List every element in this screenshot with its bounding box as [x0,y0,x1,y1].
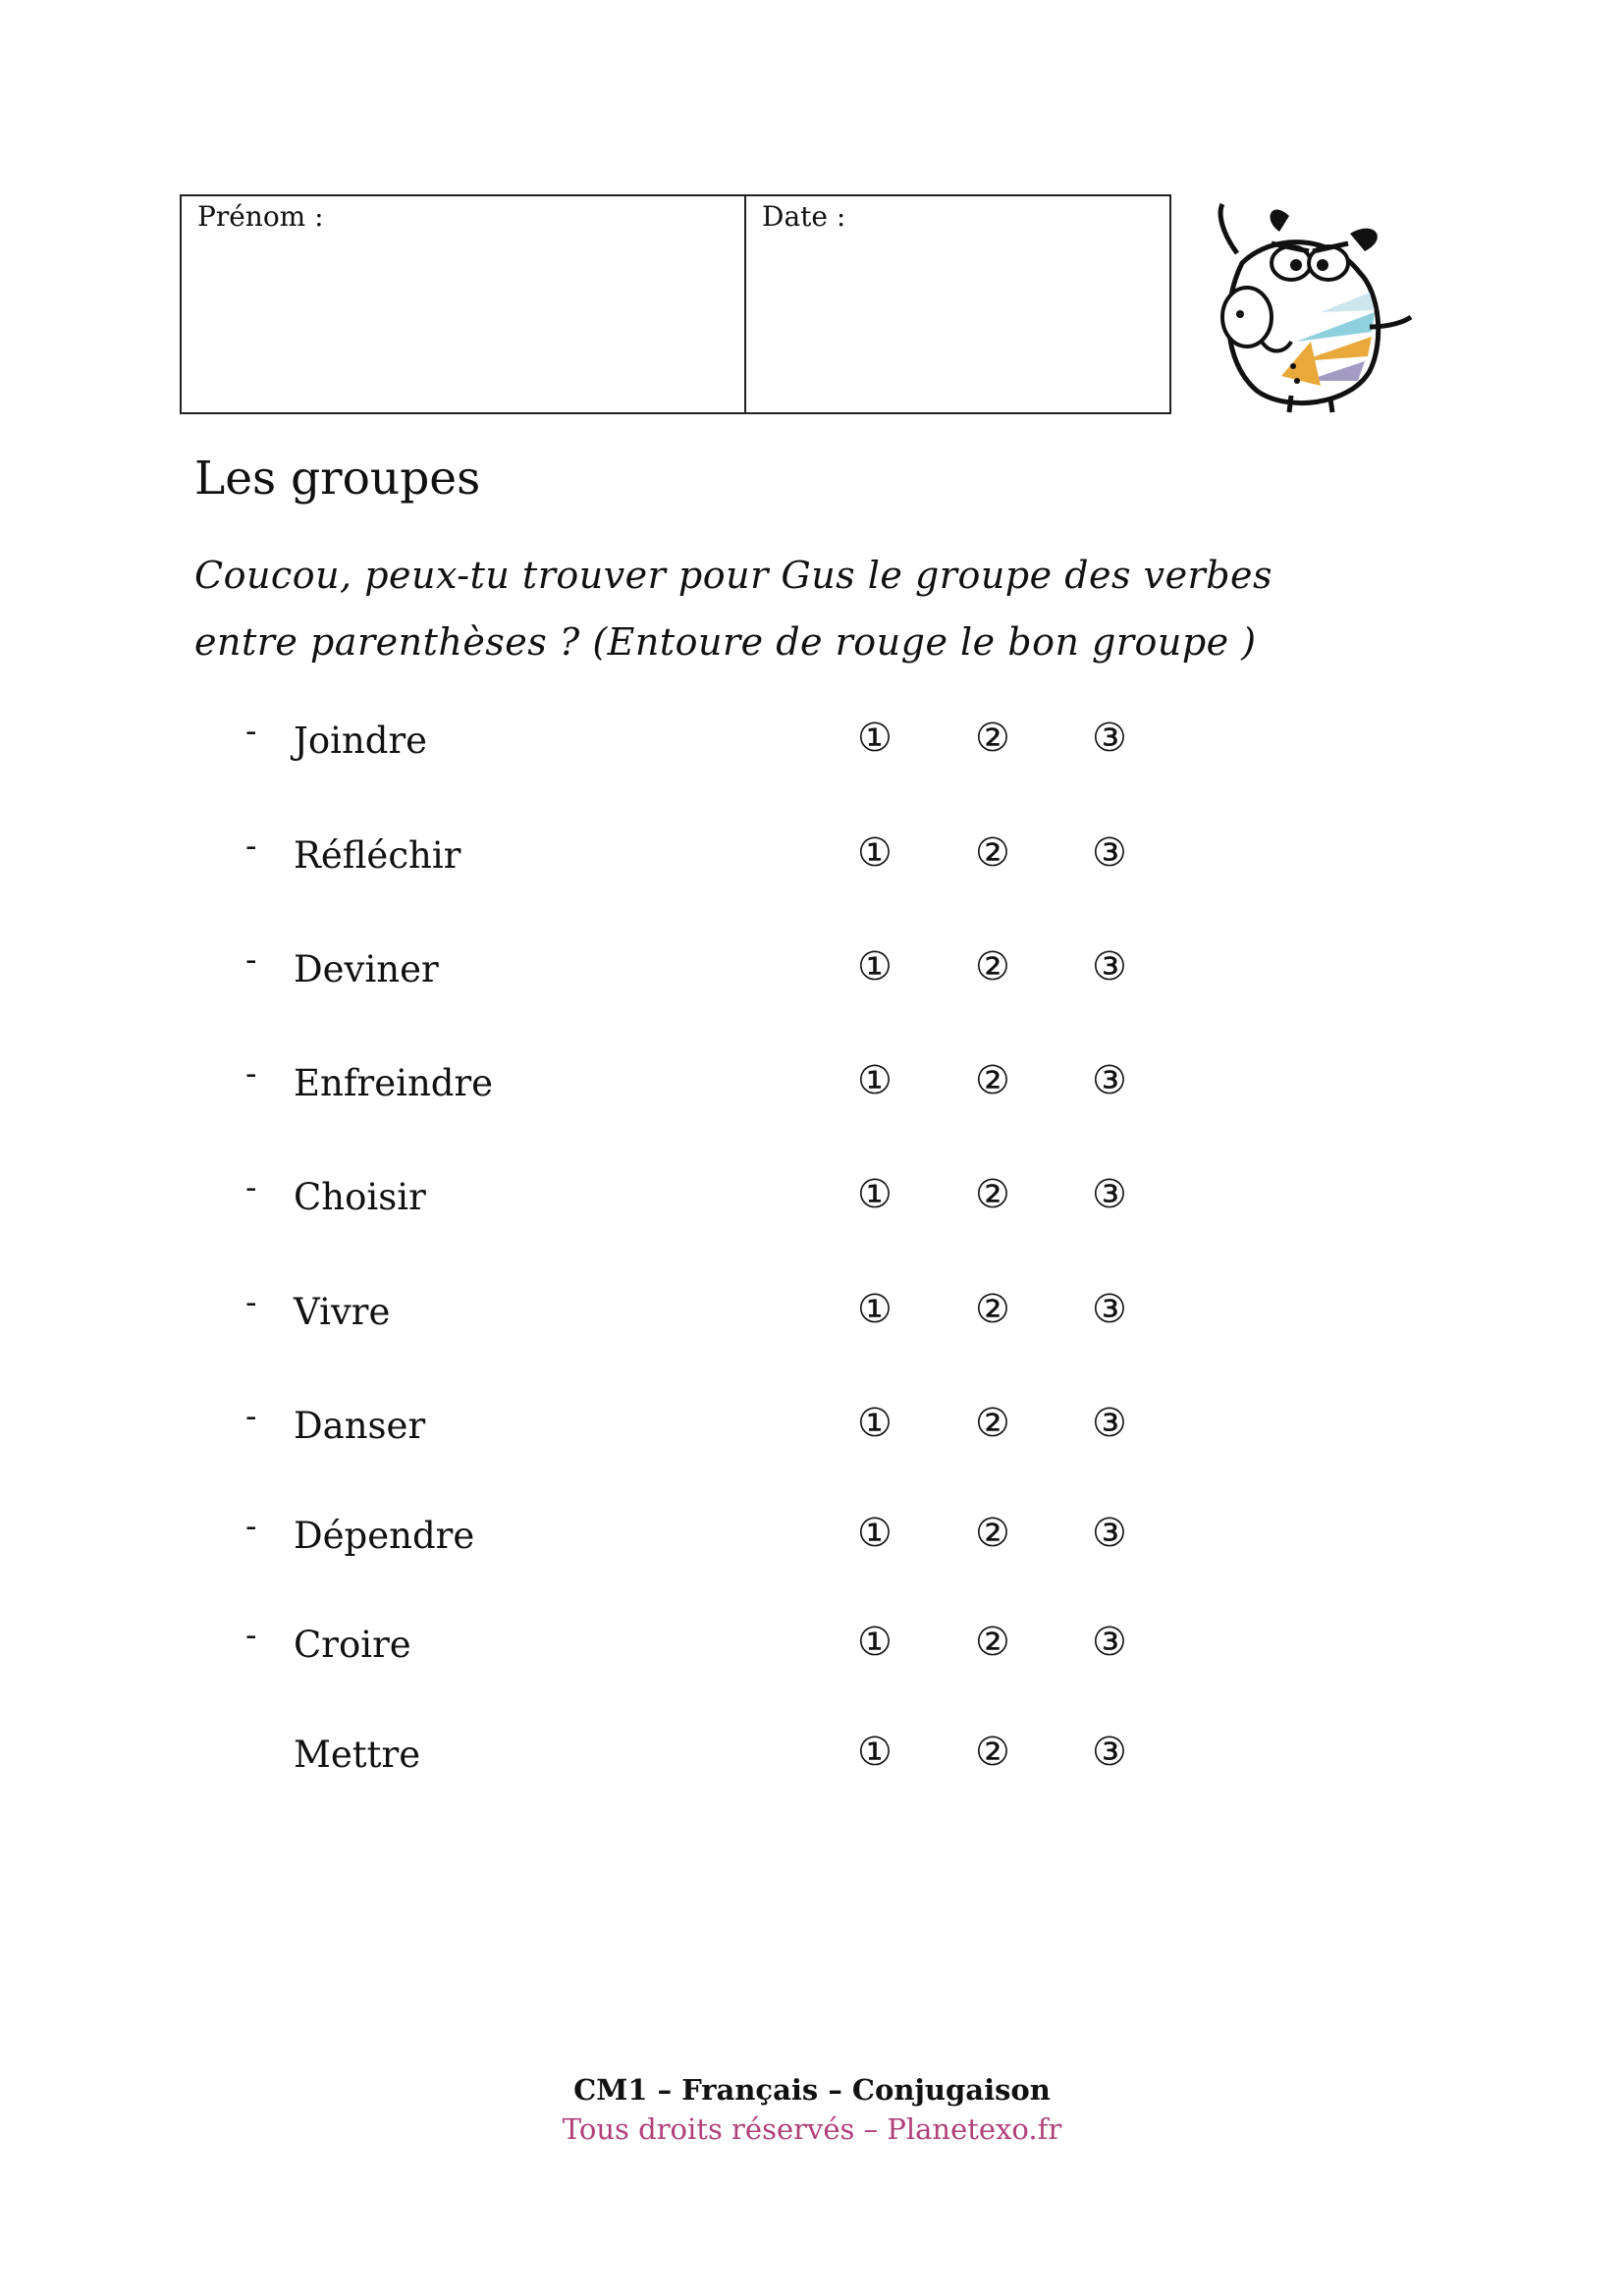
verb-row [0,1054,1624,1121]
group-choice-3[interactable]: ③ [1092,1401,1127,1446]
group-choice-1[interactable]: ① [857,1401,893,1446]
footer-course: CM1 – Français – Conjugaison [573,2073,1051,2107]
verb-label: Joindre [294,720,428,762]
group-choice-2[interactable]: ② [975,1287,1010,1332]
list-dash: - [245,1507,257,1546]
date-label: Date : [762,200,846,233]
list-dash: - [245,712,257,751]
verb-row [0,1283,1624,1350]
group-choice-2[interactable]: ② [975,716,1010,761]
group-choice-1[interactable]: ① [857,1058,893,1103]
list-dash: - [245,1616,257,1655]
group-choice-3[interactable]: ③ [1092,830,1127,876]
instructions-line-2: entre parenthèses ? (Entoure de rouge le bon groupe ) [194,620,1257,664]
group-choice-2[interactable]: ② [975,1620,1010,1665]
group-choice-1[interactable]: ① [857,716,893,761]
group-choice-3[interactable]: ③ [1092,1511,1127,1556]
list-dash: - [245,827,257,866]
list-dash: - [245,1168,257,1207]
verb-row [0,1730,1624,1792]
verb-row [0,1616,1624,1682]
group-choice-3[interactable]: ③ [1092,1620,1127,1665]
group-choice-2[interactable]: ② [975,1511,1010,1556]
verb-label: Réfléchir [294,834,461,877]
instructions-line-1: Coucou, peux-tu trouver pour Gus le groupe des verbes [194,554,1273,597]
list-dash: - [245,1054,257,1094]
page-title: Les groupes [194,452,481,506]
list-dash: - [245,1283,257,1322]
group-choice-1[interactable]: ① [857,1620,893,1665]
verb-label: Vivre [294,1291,391,1333]
group-choice-1[interactable]: ① [857,1287,893,1332]
group-choice-3[interactable]: ③ [1092,716,1127,761]
group-choice-1[interactable]: ① [857,1172,893,1217]
group-choice-3[interactable]: ③ [1092,944,1127,989]
sheep-mascot-icon [1203,194,1414,415]
footer-rights: Tous droits réservés – Planetexo.fr [562,2112,1062,2146]
group-choice-3[interactable]: ③ [1092,1730,1127,1775]
group-choice-3[interactable]: ③ [1092,1287,1127,1332]
group-choice-3[interactable]: ③ [1092,1172,1127,1217]
group-choice-1[interactable]: ① [857,1730,893,1775]
group-choice-2[interactable]: ② [975,1058,1010,1103]
group-choice-1[interactable]: ① [857,1511,893,1556]
verb-label: Dépendre [294,1515,475,1557]
list-dash: - [245,1397,257,1436]
instructions [194,542,1432,675]
date-field[interactable] [746,196,1169,412]
verb-row [0,1397,1624,1464]
group-choice-1[interactable]: ① [857,830,893,876]
verb-label: Croire [294,1624,411,1666]
group-choice-3[interactable]: ③ [1092,1058,1127,1103]
group-choice-2[interactable]: ② [975,830,1010,876]
prenom-field[interactable] [182,196,746,412]
verb-row [0,1168,1624,1235]
verb-row [0,712,1624,778]
group-choice-2[interactable]: ② [975,1401,1010,1446]
prenom-label: Prénom : [197,200,324,233]
group-choice-2[interactable]: ② [975,1172,1010,1217]
verb-label: Enfreindre [294,1062,494,1104]
verb-row [0,827,1624,893]
group-choice-2[interactable]: ② [975,944,1010,989]
student-info-table [180,194,1171,414]
verb-label: Choisir [294,1176,426,1218]
verb-row [0,940,1624,1007]
verb-label: Mettre [294,1734,421,1776]
list-dash: - [245,940,257,980]
verb-row [0,1507,1624,1574]
verb-label: Danser [294,1405,426,1447]
verb-label: Deviner [294,948,439,990]
group-choice-1[interactable]: ① [857,944,893,989]
group-choice-2[interactable]: ② [975,1730,1010,1775]
